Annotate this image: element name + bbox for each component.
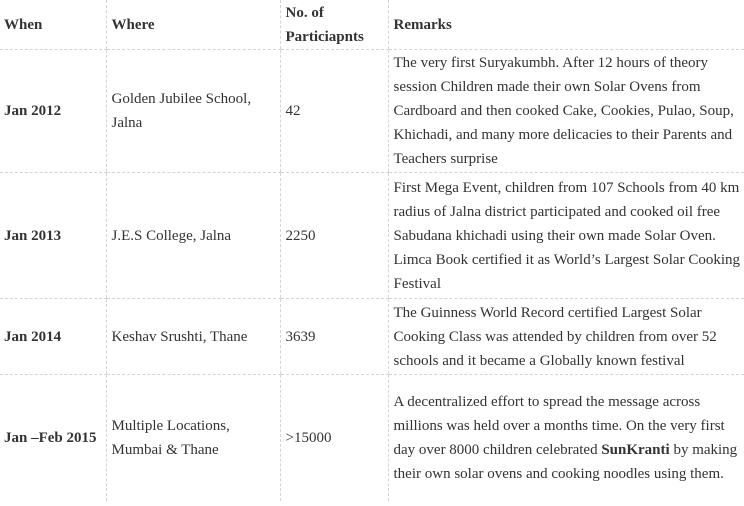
remarks-cell bbox=[388, 375, 744, 502]
header-when: When bbox=[0, 0, 106, 50]
participants-cell: >15000 bbox=[280, 375, 388, 502]
where-cell: Golden Jubilee School, Jalna bbox=[106, 50, 280, 173]
participants-cell: 2250 bbox=[280, 173, 388, 299]
remarks-text-before: A decentralized effort to spread the message across millions was held over a months time. On the very first day over 8000 children celebrated bbox=[393, 394, 725, 458]
when-cell: Jan 2012 bbox=[0, 50, 106, 173]
remarks-text-after: by making their own solar ovens and cooking noodles using them. bbox=[393, 442, 738, 482]
remarks-cell: The very first Suryakumbh. After 12 hours of theory session Children made their own Solar Ovens from Cardboard and then cooked Cake, Cookies, Pulao, Soup, Khichadi, and many more delicacies to their Parents and Teachers surprise bbox=[388, 50, 744, 173]
header-where: Where bbox=[106, 0, 280, 50]
remarks-highlight: SunKranti bbox=[601, 442, 670, 458]
remarks-cell: First Mega Event, children from 107 Schools from 40 km radius of Jalna district participated and cooked oil free Sabudana khichadi using their own made Solar Oven. Limca Book certified it as World’s Largest Solar Cooking Festival bbox=[388, 173, 744, 299]
participants-cell: 3639 bbox=[280, 299, 388, 375]
table-row bbox=[0, 50, 744, 173]
header-row bbox=[0, 0, 744, 50]
remarks-cell: The Guinness World Record certified Largest Solar Cooking Class was attended by children from over 52 schools and it became a Globally known festival bbox=[388, 299, 744, 375]
participants-cell: 42 bbox=[280, 50, 388, 173]
table-row bbox=[0, 299, 744, 375]
when-cell: Jan 2014 bbox=[0, 299, 106, 375]
where-cell: J.E.S College, Jalna bbox=[106, 173, 280, 299]
where-cell: Multiple Locations, Mumbai & Thane bbox=[106, 375, 280, 502]
when-cell: Jan –Feb 2015 bbox=[4, 430, 97, 446]
where-cell: Keshav Srushti, Thane bbox=[106, 299, 280, 375]
header-remarks: Remarks bbox=[388, 0, 744, 50]
table-row bbox=[0, 173, 744, 299]
header-participants: No. of Particiapnts bbox=[280, 0, 388, 50]
when-cell: Jan 2013 bbox=[0, 173, 106, 299]
table-row bbox=[0, 375, 744, 502]
